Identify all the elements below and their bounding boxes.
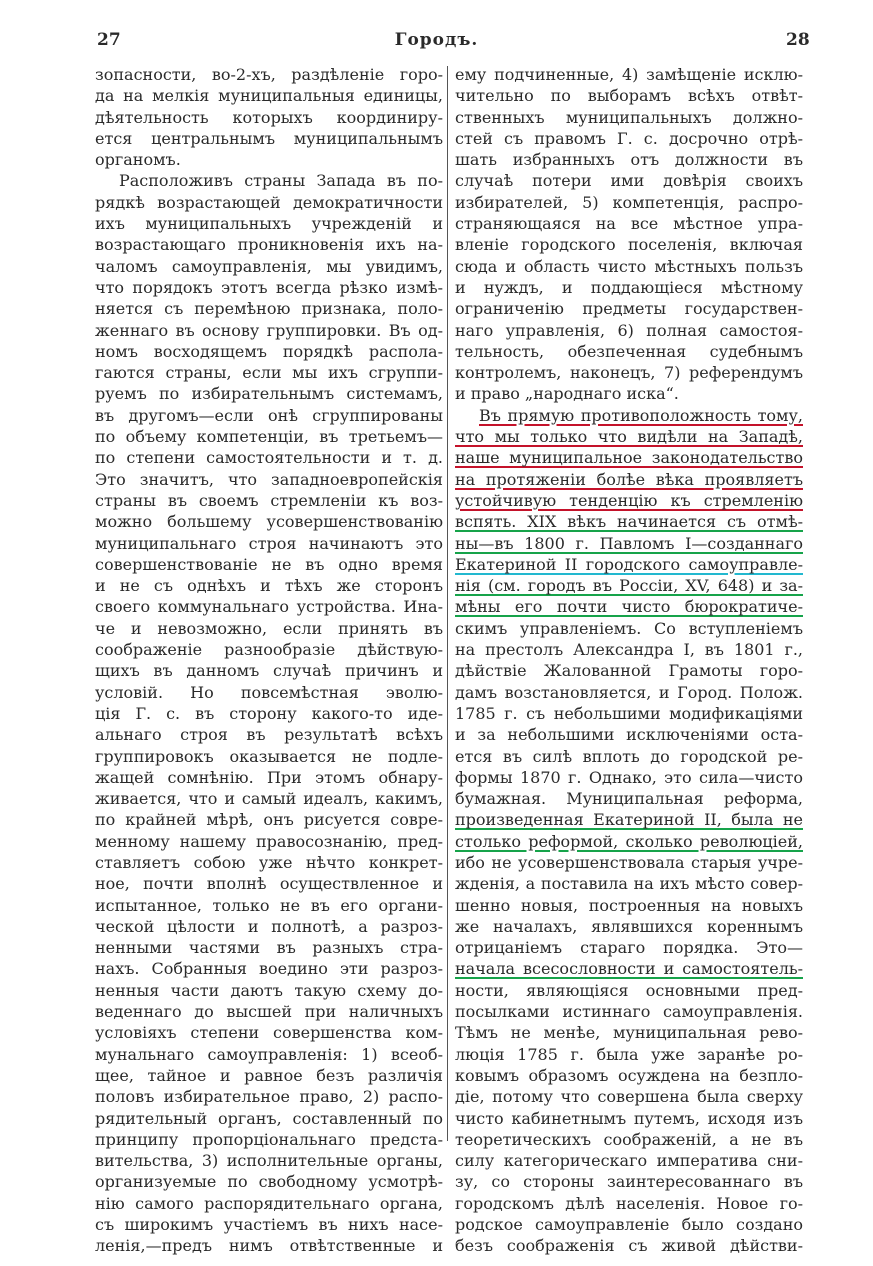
text-line: да на мелкія муниципальныя единицы, bbox=[95, 86, 443, 106]
page-number-right: 28 bbox=[786, 30, 810, 50]
text-line: нію самого распорядительнаго органа, bbox=[95, 1193, 443, 1213]
text-line: че и невозможно, если принять въ bbox=[95, 618, 443, 638]
text-line: ется въ силѣ вплоть до городской ре- bbox=[455, 746, 803, 766]
text-line: вительства, 3) исполнительные органы, bbox=[95, 1151, 443, 1171]
text-line: сюда и область чисто мѣстныхъ пользъ bbox=[455, 256, 803, 276]
text-line: мѣны его почти чисто бюрократиче- bbox=[455, 597, 803, 617]
text-line: страняющаяся на все мѣстное упра- bbox=[455, 214, 803, 234]
text-line: условіяхъ степени совершенства ком- bbox=[95, 1023, 443, 1043]
text-line: родское самоуправленіе было создано bbox=[455, 1215, 803, 1235]
text-line: Въ прямую противоположность тому, bbox=[479, 405, 803, 425]
text-line: начала всесословности и самостоятель- bbox=[455, 959, 803, 979]
text-line: руемъ по избирательнымъ системамъ, bbox=[95, 384, 443, 404]
text-line: Тѣмъ не менѣе, муниципальная рево- bbox=[455, 1023, 803, 1043]
text-line: щихъ въ данномъ случаѣ причинъ и bbox=[95, 661, 443, 681]
text-line: альнаго строя въ результатѣ всѣхъ bbox=[95, 725, 443, 745]
text-line: можно большему усовершенствованію bbox=[95, 512, 443, 532]
text-line: ности, являющіяся основными пред- bbox=[455, 980, 803, 1000]
text-line: своего коммунальнаго устройства. Ина- bbox=[95, 597, 443, 617]
text-line: Расположивъ страны Запада въ по- bbox=[119, 171, 443, 191]
text-line: что мы только что видѣли на Западѣ, bbox=[455, 427, 803, 447]
text-line: мунальнаго самоуправленія: 1) всеоб- bbox=[95, 1044, 443, 1064]
text-line: бумажная. Муниципальная реформа, bbox=[455, 789, 803, 809]
text-line: отрицаніемъ стараго порядка. Это— bbox=[455, 938, 803, 958]
text-line: Это значитъ, что западноевропейскія bbox=[95, 469, 443, 489]
text-line: произведенная Екатериной II, была не bbox=[455, 810, 803, 830]
text-line: столько реформой, сколько революціей, bbox=[455, 831, 803, 851]
text-line: испытанное, только не въ его органи- bbox=[95, 895, 443, 915]
text-line: случаѣ потери ими довѣрія своихъ bbox=[455, 171, 803, 191]
text-line: принципу пропорціональнаго предста- bbox=[95, 1129, 443, 1149]
text-line: рядительный органъ, составленный по bbox=[95, 1108, 443, 1128]
text-line: скимъ управленіемъ. Со вступленіемъ bbox=[455, 618, 803, 638]
text-line: теоретическихъ соображеній, а не въ bbox=[455, 1129, 803, 1149]
text-line: менному нашему правосознанію, пред- bbox=[95, 831, 443, 851]
text-line: организуемые по свободному усмотрѣ- bbox=[95, 1172, 443, 1192]
text-line: условій. Но повсемѣстная эволю- bbox=[95, 682, 443, 702]
page-number-left: 27 bbox=[97, 30, 121, 50]
text-line: съ широкимъ участіемъ въ нихъ насе- bbox=[95, 1215, 443, 1235]
text-line: возрастающаго проникновенія ихъ на- bbox=[95, 235, 443, 255]
text-line: живается, что и самый идеалъ, какимъ, bbox=[95, 789, 443, 809]
text-line: вспять. XIX вѣкъ начинается съ отмѣ- bbox=[455, 512, 803, 532]
text-line: ется центральнымъ муниципальнымъ bbox=[95, 128, 443, 148]
text-line: гаются страны, если мы ихъ сгруппи- bbox=[95, 363, 443, 383]
text-line: же началахъ, являвшихся кореннымъ bbox=[455, 916, 803, 936]
text-line: зопасности, во-2-хъ, раздѣленіе горо- bbox=[95, 65, 443, 84]
column-divider bbox=[447, 66, 448, 1141]
text-line: ны—въ 1800 г. Павломъ I—созданнаго bbox=[455, 533, 803, 553]
text-line: веденнаго до высшей при наличныхъ bbox=[95, 1002, 443, 1022]
text-line: что порядокъ этотъ всегда рѣзко измѣ- bbox=[95, 277, 443, 297]
text-line: соображеніе разнообразіе дѣйствую- bbox=[95, 640, 443, 660]
text-line: Екатериной II городского самоуправле- bbox=[455, 554, 803, 574]
text-line: городскомъ дѣлѣ населенія. Новое го- bbox=[455, 1193, 803, 1213]
text-line: муниципальнаго строя начинаютъ это bbox=[95, 533, 443, 553]
text-line: страны въ своемъ стремленіи къ воз- bbox=[95, 490, 443, 510]
text-line: дамъ возстановляется, и Город. Полож. bbox=[455, 682, 803, 702]
text-line: тельность, обезпеченная судебнымъ bbox=[455, 341, 803, 361]
text-line: діе, потому что совершена была сверху bbox=[455, 1087, 803, 1107]
text-line: жденія, а поставила на ихъ мѣсто совер- bbox=[455, 874, 803, 894]
text-line: наше муниципальное законодательство bbox=[455, 448, 803, 468]
text-line: ція Г. с. въ сторону какого-то иде- bbox=[95, 703, 443, 723]
text-line: ограниченію предметы государствен- bbox=[455, 299, 803, 319]
text-line: и не съ однѣхъ и тѣхъ же сторонъ bbox=[95, 576, 443, 596]
text-line: щее, тайное и равное безъ различія bbox=[95, 1065, 443, 1085]
text-line: женнаго въ основу группировки. Въ од- bbox=[95, 320, 443, 340]
text-line: вленіе городского поселенія, включая bbox=[455, 235, 803, 255]
text-line: избирателей, 5) компетенція, распро- bbox=[455, 192, 803, 212]
text-line: дѣятельность которыхъ координиру- bbox=[95, 107, 443, 127]
text-line: группировокъ оказывается не подле- bbox=[95, 746, 443, 766]
text-line: на протяженіи болѣе вѣка проявляетъ bbox=[455, 469, 803, 489]
text-line: нахъ. Собранныя воедино эти разроз- bbox=[95, 959, 443, 979]
text-line: люція 1785 г. была уже заранѣе ро- bbox=[455, 1044, 803, 1064]
text-line: по крайней мѣрѣ, онъ рисуется совре- bbox=[95, 810, 443, 830]
text-line: чисто кабинетнымъ путемъ, исходя изъ bbox=[455, 1108, 803, 1128]
text-line: ное, почти вполнѣ осуществленное и bbox=[95, 874, 443, 894]
running-title: Городъ. bbox=[394, 30, 479, 50]
text-line: 1785 г. съ небольшими модификаціями bbox=[455, 703, 803, 723]
text-line: устойчивую тенденцію къ стремленію bbox=[455, 490, 803, 510]
text-line: и нуждъ, и поддающіеся мѣстному bbox=[455, 277, 803, 297]
page-header bbox=[0, 30, 873, 54]
text-line: ленія,—предъ нимъ отвѣтственные и bbox=[95, 1236, 443, 1256]
text-line: по степени самостоятельности и т. д. bbox=[95, 448, 443, 468]
text-line: номъ восходящемъ порядкѣ распола- bbox=[95, 341, 443, 361]
text-line: ненныя части даютъ такую схему до- bbox=[95, 980, 443, 1000]
text-line: половъ избирательное право, 2) распо- bbox=[95, 1087, 443, 1107]
text-line: ственныхъ муниципальныхъ должно- bbox=[455, 107, 803, 127]
text-line: наго управленія, 6) полная самостоя- bbox=[455, 320, 803, 340]
text-line: посылками истиннаго самоуправленія. bbox=[455, 1002, 803, 1022]
text-line: шенно новыя, построенныя на новыхъ bbox=[455, 895, 803, 915]
text-line: жащей сомнѣнію. При этомъ обнару- bbox=[95, 767, 443, 787]
text-line: зу, со стороны заинтересованнаго въ bbox=[455, 1172, 803, 1192]
text-line: формы 1870 г. Однако, это сила—чисто bbox=[455, 767, 803, 787]
text-line: на престолъ Александра I, въ 1801 г., bbox=[455, 640, 803, 660]
text-line: стей съ правомъ Г. с. досрочно отрѣ- bbox=[455, 128, 803, 148]
text-line: контролемъ, наконецъ, 7) референдумъ bbox=[455, 363, 803, 383]
text-line: и право „народнаго иска“. bbox=[455, 384, 679, 404]
text-line: совершенствованіе не въ одно время bbox=[95, 554, 443, 574]
text-line: въ другомъ—если онѣ сгруппированы bbox=[95, 405, 443, 425]
text-line: и за небольшими исключеніями оста- bbox=[455, 725, 803, 745]
text-line: шать избранныхъ отъ должности въ bbox=[455, 150, 803, 170]
text-line: рядкѣ возрастающей демократичности bbox=[95, 192, 443, 212]
text-line: ставляетъ собою уже нѣчто конкрет- bbox=[95, 852, 443, 872]
text-line: чаломъ самоуправленія, мы увидимъ, bbox=[95, 256, 443, 276]
text-line: безъ соображенія съ живой дѣйстви- bbox=[455, 1236, 803, 1256]
text-line: силу категорическаго императива сни- bbox=[455, 1151, 803, 1171]
text-line: ихъ муниципальныхъ учрежденій и bbox=[95, 214, 443, 234]
text-line: ему подчиненные, 4) замѣщеніе исклю- bbox=[455, 65, 803, 84]
text-line: ибо не усовершенствовала старыя учре- bbox=[455, 852, 803, 872]
right-column bbox=[455, 64, 803, 1257]
text-line: по объему компетенціи, въ третьемъ— bbox=[95, 427, 443, 447]
text-line: няется съ перемѣною признака, поло- bbox=[95, 299, 443, 319]
text-line: дѣйствіе Жалованной Грамоты горо- bbox=[455, 661, 803, 681]
text-line: ческой цѣлости и полнотѣ, а разроз- bbox=[95, 916, 443, 936]
text-line: чительно по выборамъ всѣхъ отвѣт- bbox=[455, 86, 803, 106]
text-line: ненными частями въ разныхъ стра- bbox=[95, 938, 443, 958]
left-column bbox=[95, 64, 443, 1257]
text-line: нія (см. городъ въ Россіи, XV, 648) и за- bbox=[455, 576, 803, 596]
text-line: органомъ. bbox=[95, 150, 181, 170]
text-line: ковымъ образомъ осуждена на безпло- bbox=[455, 1065, 803, 1085]
